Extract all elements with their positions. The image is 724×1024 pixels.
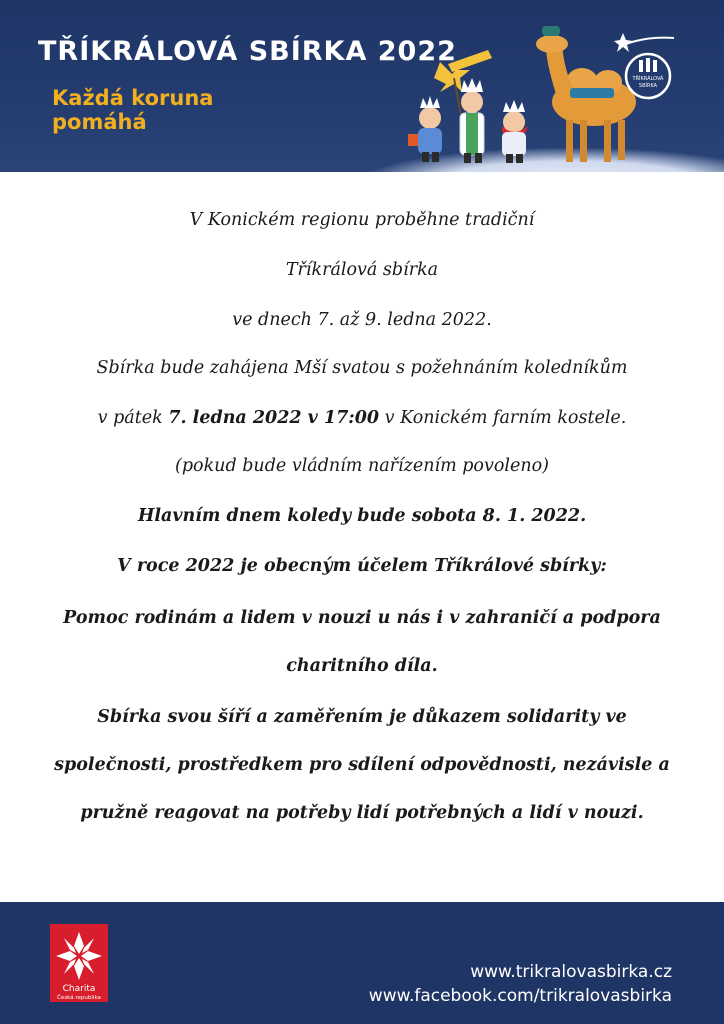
king-middle [460, 78, 484, 163]
mass-time-prefix: v pátek [97, 408, 169, 428]
king-right [502, 100, 528, 163]
charita-cross-logo [50, 924, 108, 1002]
footer-banner [0, 902, 724, 1024]
logo-text-2: SBÍRKA [638, 83, 658, 89]
king-left [408, 96, 442, 162]
slogan-line-2: pomáhá [52, 110, 147, 134]
main-day-line: Hlavním dnem koledy bude sobota 8. 1. 2022. [137, 506, 587, 526]
intro-line: V Konickém regionu proběhne tradiční [189, 210, 535, 230]
website-link[interactable]: www.trikralovasbirka.cz [470, 962, 672, 982]
mass-time-place: v Konickém farním kostele. [379, 408, 627, 428]
solidarity-paragraph: Sbírka svou šíří a zaměřením je důkazem solidarity ve společnosti, prostředkem pro sdílení odpovědnosti, nezávisle a pružně reagovat na potřeby lidí potřebných a lidí v nouzi. [54, 707, 670, 823]
slogan-line-1: Každá koruna [52, 86, 214, 110]
mass-time-line [0, 408, 724, 428]
charita-logo-name: Charita [62, 984, 96, 994]
purpose-paragraph: Pomoc rodinám a lidem v nouzi u nás i v zahraničí a podpora charitního díla. [63, 608, 661, 676]
footer-links [369, 960, 672, 1008]
banner-title: TŘÍKRÁLOVÁ SBÍRKA 2022 [38, 36, 457, 67]
purpose-heading: V roce 2022 je obecným účelem Tříkrálové sbírky: [117, 556, 607, 576]
logo-text-1: TŘÍKRÁLOVÁ [632, 76, 664, 82]
banner-slogan [52, 86, 272, 134]
mass-time-date: 7. ledna 2022 v 17:00 [168, 408, 380, 428]
dates-line: ve dnech 7. až 9. ledna 2022. [232, 310, 492, 330]
mass-line: Sbírka bude zahájena Mší svatou s požehnáním koledníkům [96, 358, 628, 378]
collection-name-line: Tříkrálová sbírka [285, 260, 439, 280]
charita-logo-subtitle: Česká republika [57, 995, 101, 1001]
permission-note: (pokud bude vládním nařízením povoleno) [175, 456, 549, 476]
header-banner [0, 0, 724, 172]
trikralova-sbirka-logo [614, 30, 678, 100]
facebook-link[interactable]: www.facebook.com/trikralovasbirka [368, 986, 672, 1006]
